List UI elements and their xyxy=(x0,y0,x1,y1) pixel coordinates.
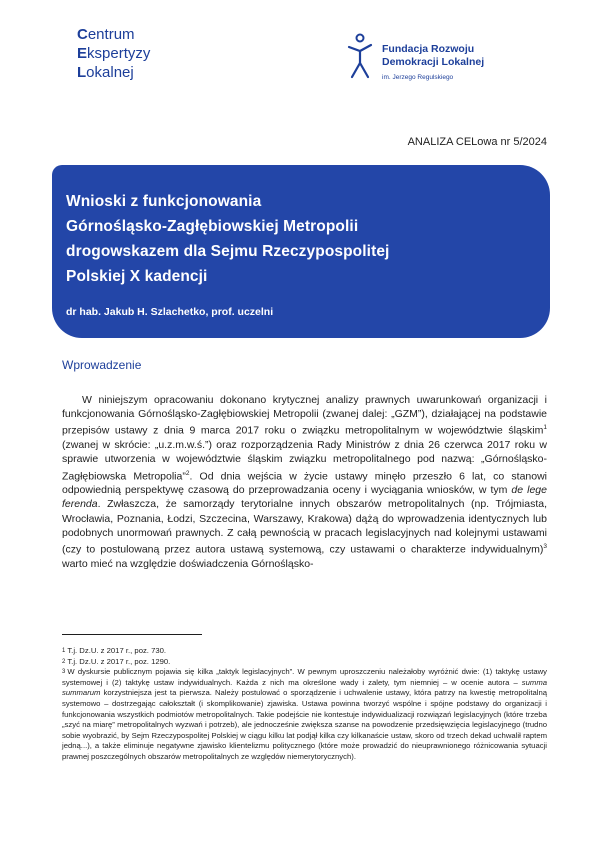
footnotes xyxy=(62,646,547,763)
logo-line-1: Centrum xyxy=(77,26,135,43)
section-heading: Wprowadzenie xyxy=(62,358,142,372)
document-title: Wnioski z funkcjonowania Górnośląsko-Zagłębiowskiej Metropolii drogowskazem dla Sejmu Rzeczypospolitej Polskiej X kadencji xyxy=(66,193,390,285)
author: dr hab. Jakub H. Szlachetko, prof. uczelni xyxy=(66,306,274,318)
footnote-1: $^1$ T.j. Dz.U. z 2017 r., poz. 730. xyxy=(62,646,167,655)
fundacja-name: Fundacja Rozwoju Demokracji Lokalnej xyxy=(382,43,485,68)
footnote-ref-3[interactable]: 3 xyxy=(543,543,547,551)
footnote-ref-1[interactable]: 1 xyxy=(543,424,547,432)
footnote-ref-2[interactable]: 2 xyxy=(185,469,190,477)
footnote-2: $^2$ T.j. Dz.U. z 2017 r., poz. 1290. xyxy=(62,656,171,666)
fundacja-logo xyxy=(346,33,526,88)
analysis-number: ANALIZA CELowa nr 5/2024 xyxy=(407,136,547,148)
footnote-divider xyxy=(62,634,202,635)
fundacja-subtitle: im. Jerzego Regulskiego xyxy=(382,74,454,81)
title-banner xyxy=(52,165,550,338)
body-paragraph: W niniejszym opracowaniu dokonano krytycznej analizy prawnych uwarunkowań organizacji i funkcjonowania Górnośląsko-Zagłębiowskiej Metropolii (zwanej dalej: „GZM”), działającej na podstawie przepisów ustawy z dnia 9 marca 2017 roku o związku metropolitalnym w województwie śląskim$^1$ (zwanej w skrócie: „u.z.m.w.ś.”) oraz rozporządzenia Rady Ministrów z dnia 26 czerwca 2017 roku w sprawie utworzenia w województwie śląskim związku metropolitalnego pod nazwą: „Górnośląsko-Zagłębiowska Metropolia”$^2$. Od dnia wejścia w życie ustawy minęło przeszło 6 lat, co stanowi odpowiednią perspektywę czasową do przeprowadzania oceny i wyciągania wniosków, w tym de lege ferenda. Zwłaszcza, że samorządy terytorialne innych obszarów metropolitalnych (np. Trójmiasta, Wrocławia, Poznania, Łodzi, Szczecina, Warszawy, Krakowa) dążą do wprowadzenia identycznych lub podobnych unormowań prawnych. Z całą pewnością w pracach legislacyjnych nad kolejnymi ustawami (czy to postulowaną przez autora ustawą systemową, czy ustawami o charakterze indywidualnym)$^3$ warto mieć na względzie doświadczenia Górnośląsko- xyxy=(62,394,547,570)
logo-line-3: Lokalnej xyxy=(77,64,134,81)
centrum-ekspertyzy-logo xyxy=(77,25,150,82)
logo-line-2: Ekspertyzy xyxy=(77,45,151,62)
footnote-3: $^3$ W dyskursie publicznym pojawia się kilka „taktyk legislacyjnych”. W pewnym uproszczeniu należałoby wyróżnić dwie: (1) taktykę ustawy systemowej i (2) taktykę ustaw indywidualnych. Każda z nich ma określone wady i zalety, tym niemniej – w ocenie autora – summa summarum korzystniejsza jest ta pierwsza. Należy postulować o sporządzenie i uchwalenie ustawy, która patrzy na kwestię metropolitalną systemowo – dostrzegając całokształt (i skomplikowanie) zjawiska. Ustawa powinna tworzyć wspólne i spójne podstawy do organizacji i funkcjonowania wszystkich podmiotów metropolitalnych. Takie podejście nie kontestuje indywidualizacji rozwiązań legislacyjnych (które trzeba „szyć na miarę” metropolitalnych wyzwań i potrzeb), ale jednocześnie zwiększa szanse na powodzenie przedsięwzięcia legislacyjnego (trudno sobie wyobrazić, by Sejm Rzeczypospolitej Polskiej w ciągu kilku lat podjął kilka czy kilkanaście ustaw, skoro od trzech dekad uchwalił raptem jedną...), a także eliminuje negatywne zjawisko klientelizmu politycznego (które może prowadzić do nieuprawnionego różnicowania sytuacji prawnej poszczególnych obszarów metropolitalnych ze względów niemerytorycznych). xyxy=(62,667,547,761)
person-figure-icon xyxy=(346,33,374,81)
